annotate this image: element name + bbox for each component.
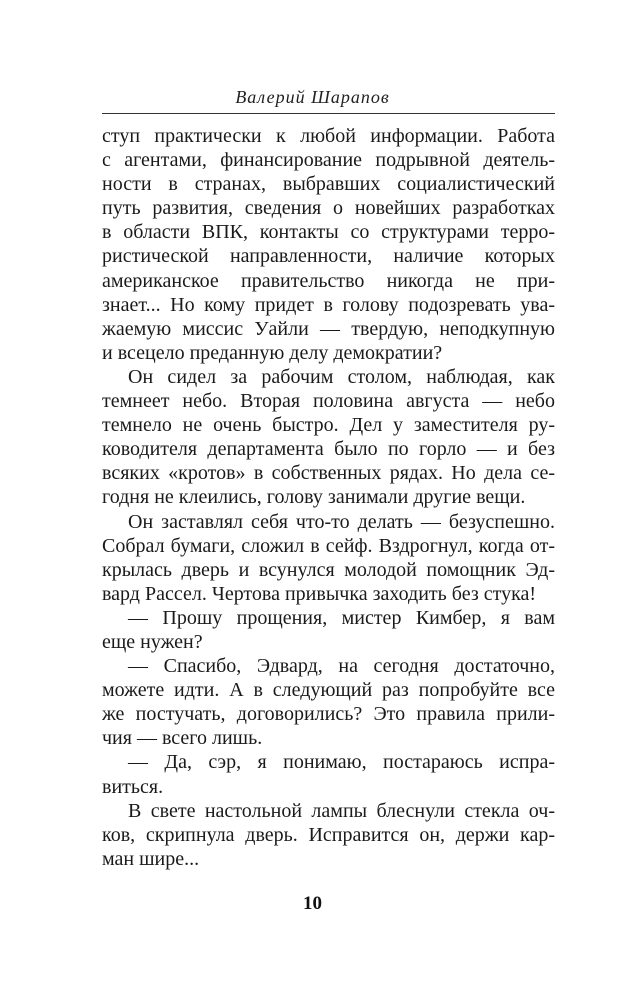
text-line: ристической направленности, наличие которых	[102, 245, 555, 268]
dialogue-line: — Да, сэр, я понимаю, постараюсь испра-	[128, 751, 555, 774]
text-line: крылась дверь и всунулся молодой помощник Эд-	[102, 558, 555, 581]
text-line: американское правительство никогда не при-	[102, 269, 555, 292]
text-line: в области ВПК, контакты со структурами терро-	[102, 221, 555, 244]
paragraph-first-line: В свете настольной лампы блеснули стекла оч-	[128, 799, 555, 822]
text-line: же постучать, договорились? Это правила прили-	[102, 703, 555, 726]
text-line: можете идти. А в следующий раз попробуйте все	[102, 679, 555, 702]
dialogue-line: — Спасибо, Эдвард, на сегодня достаточно,	[128, 655, 555, 678]
page-number: 10	[303, 893, 322, 914]
text-line: путь развития, сведения о новейших разработках	[102, 197, 555, 220]
paragraph-first-line: Он сидел за рабочим столом, наблюдая, как	[128, 365, 555, 388]
text-line: темнеет небо. Вторая половина августа — небо	[102, 390, 555, 413]
text-line: еще нужен?	[102, 630, 203, 653]
text-line: жаемую миссис Уайли — твердую, неподкупную	[102, 317, 555, 340]
text-line: ступ практически к любой информации. Работа	[102, 125, 555, 147]
running-head: Валерий Шарапов	[235, 87, 390, 107]
text-line: виться.	[102, 775, 164, 798]
text-line: чия — всего лишь.	[102, 727, 263, 750]
dialogue-line: — Прошу прощения, мистер Кимбер, я вам	[128, 606, 555, 629]
text-line: ман шире...	[102, 847, 200, 870]
text-line: знает... Но кому придет в голову подозревать ува-	[102, 293, 555, 316]
text-line: темнело не очень быстро. Дел у заместителя ру-	[102, 414, 555, 437]
text-line: с агентами, финансирование подрывной деятель-	[102, 149, 555, 172]
text-line: Собрал бумаги, сложил в сейф. Вздрогнул, когда от-	[102, 534, 555, 557]
text-line: вард Рассел. Чертова привычка заходить без стука!	[102, 582, 537, 605]
text-line: ков, скрипнула дверь. Исправится он, держи кар-	[102, 823, 555, 846]
text-line: ности в странах, выбравших социалистический	[102, 173, 555, 196]
text-line: ководителя департамента было по горло — и без	[102, 438, 555, 461]
text-line: годня не клеились, голову занимали другие вещи.	[102, 486, 526, 509]
header-rule	[102, 113, 555, 114]
text-line: и всецело преданную делу демократии?	[102, 341, 443, 364]
text-line: всяких «кротов» в собственных рядах. Но дела се-	[102, 462, 555, 485]
paragraph-first-line: Он заставлял себя что-то делать — безуспешно.	[128, 510, 555, 533]
body-text	[102, 124, 555, 871]
